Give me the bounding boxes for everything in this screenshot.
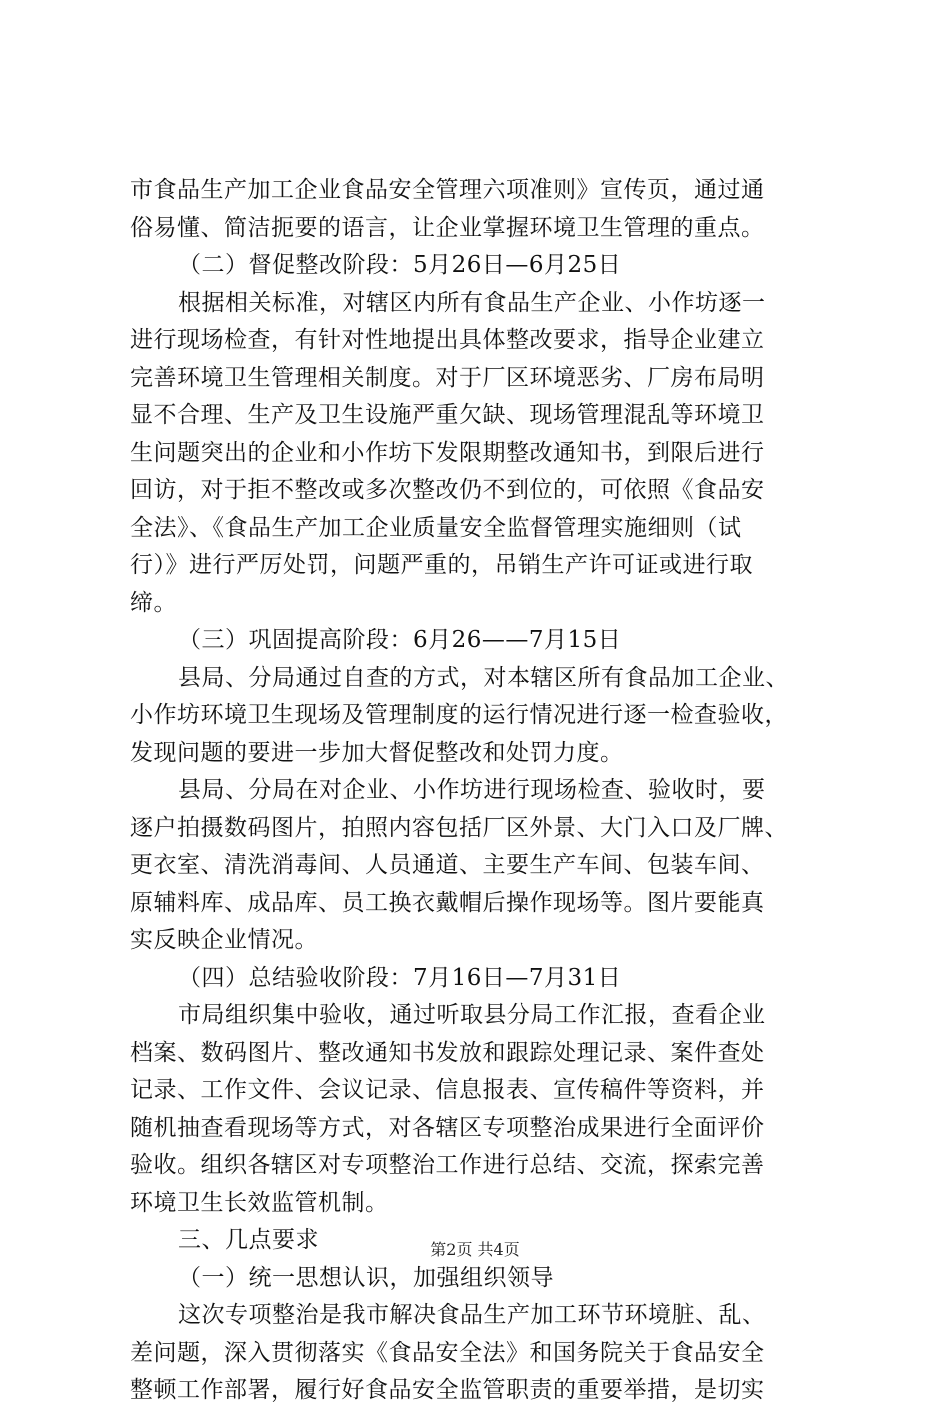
text-line: 实反映企业情况。 — [130, 927, 318, 953]
text-line: 小作坊环境卫生现场及管理制度的运行情况进行逐一检查验收， — [130, 702, 788, 728]
text-line: 发现问题的要进一步加大督促整改和处罚力度。 — [130, 739, 624, 766]
text-line: 三、几点要求 — [178, 1227, 319, 1253]
text-line: （一）统一思想认识，加强组织领导 — [178, 1264, 554, 1291]
text-line: 环境卫生长效监管机制。 — [130, 1189, 389, 1216]
text-line: （二）督促整改阶段：5月26日—6月25日 — [178, 252, 622, 278]
text-line: （四）总结验收阶段：7月16日—7月31日 — [178, 964, 622, 991]
text-line: 回访，对于拒不整改或多次整改仍不到位的，可依照《食品安 — [130, 477, 765, 503]
text-line: 县局、分局在对企业、小作坊进行现场检查、验收时，要 — [178, 777, 766, 803]
text-line: 市食品生产加工企业食品安全管理六项准则》宣传页，通过通 — [130, 177, 765, 203]
text-line: 更衣室、清洗消毒间、人员通道、主要生产车间、包装车间、 — [130, 852, 765, 878]
text-line: 验收。组织各辖区对专项整治工作进行总结、交流，探索完善 — [130, 1152, 765, 1178]
text-line: 全法》、《食品生产加工企业质量安全监督管理实施细则（试 — [130, 514, 742, 541]
text-line: 完善环境卫生管理相关制度。对于厂区环境恶劣、厂房布局明 — [130, 364, 765, 391]
text-line: 整顿工作部署，履行好食品安全监管职责的重要举措，是切实 — [130, 1377, 765, 1403]
text-line: 显不合理、生产及卫生设施严重欠缺、现场管理混乱等环境卫 — [130, 402, 765, 428]
text-line: 根据相关标准，对辖区内所有食品生产企业、小作坊逐一 — [178, 289, 766, 316]
text-line: 进行现场检查，有针对性地提出具体整改要求，指导企业建立 — [130, 327, 765, 353]
text-line: 市局组织集中验收，通过听取县分局工作汇报，查看企业 — [178, 1002, 766, 1028]
text-line: 随机抽查看现场等方式，对各辖区专项整治成果进行全面评价 — [130, 1114, 765, 1141]
text-line: 缔。 — [130, 589, 177, 616]
text-line: 记录、工作文件、会议记录、信息报表、宣传稿件等资料，并 — [130, 1077, 765, 1103]
text-line: 行）》进行严厉处罚，问题严重的，吊销生产许可证或进行取 — [130, 552, 753, 578]
text-line: 原辅料库、成品库、员工换衣戴帽后操作现场等。图片要能真 — [130, 889, 765, 916]
text-line: 这次专项整治是我市解决食品生产加工环节环境脏、乱、 — [178, 1302, 766, 1328]
text-line: （三）巩固提高阶段：6月26——7月15日 — [178, 627, 622, 653]
text-line: 差问题，深入贯彻落实《食品安全法》和国务院关于食品安全 — [130, 1339, 765, 1366]
text-line: 俗易懂、简洁扼要的语言，让企业掌握环境卫生管理的重点。 — [130, 214, 765, 241]
text-line: 生问题突出的企业和小作坊下发限期整改通知书，到限后进行 — [130, 439, 765, 466]
text-line: 县局、分局通过自查的方式，对本辖区所有食品加工企业、 — [178, 664, 789, 691]
page-footer: 第2页 共4页 — [430, 1240, 520, 1259]
text-line: 档案、数码图片、整改通知书发放和跟踪处理记录、案件查处 — [130, 1039, 765, 1066]
document-body — [130, 172, 830, 1410]
text-line: 逐户拍摄数码图片，拍照内容包括厂区外景、大门入口及厂牌、 — [130, 814, 788, 841]
